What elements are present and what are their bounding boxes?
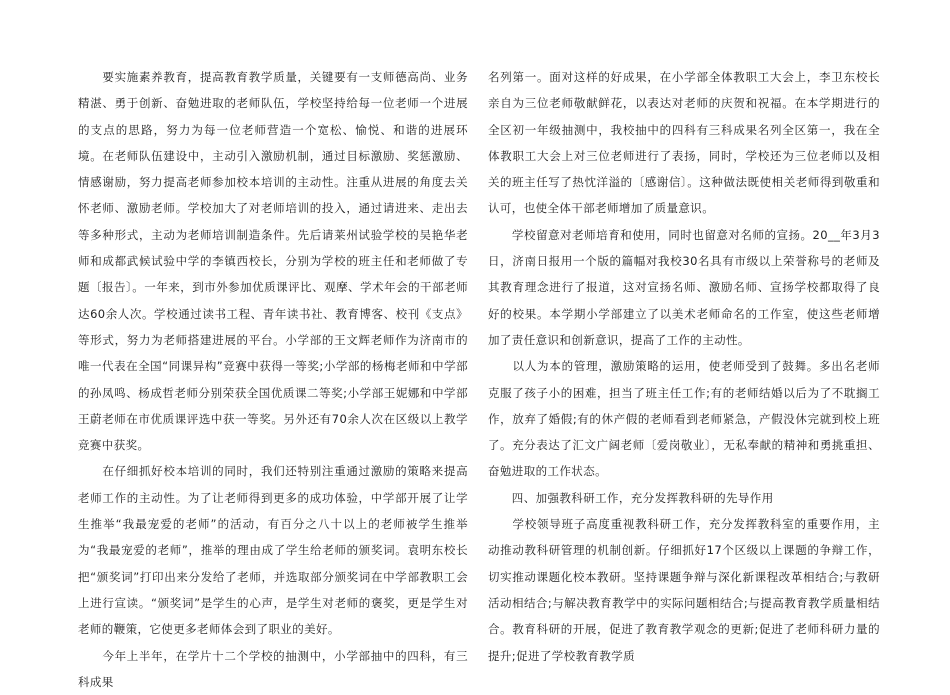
paragraph-people-oriented: 以人为本的管理，激励策略的运用，使老师受到了鼓舞。多出名老师克服了孩子小的困难，担当了班主任工作;有的老师结婚以后为了不耽搁工作，放弃了婚假;有的休产假的老师看到老师紧急，产假没休完就到校上班了。充分表达了汇文广阔老师〔爱岗敬业〕，无私奉献的精神和勇挑重担、奋勉进取的工作状态。 [488,359,880,479]
paragraph-test-results: 今年上半年，在学片十二个学校的抽测中，小学部抽中的四科，有三科成果 [78,648,468,689]
paragraph-famous-teachers: 学校留意对老师培育和使用，同时也留意对名师的宣扬。20__年3月3日，济南日报用一个版的篇幅对我校30名具有市级以上荣誉称号的老师及其教育理念进行了报道，这对宣扬名师、激励名师、宣扬学校都取得了良好的校果。本学期小学部建立了以美术老师命名的工作室，使这些老师增加了责任意识和创新意识，提高了工作的主动性。 [488,227,880,347]
right-column [488,64,880,669]
paragraph-incentive-strategy: 在仔细抓好校本培训的同时，我们还特别注重通过激励的策略来提高老师工作的主动性。为了让老师得到更多的成功体验，中学部开展了让学生推举“我最宠爱的老师”的活动，有百分之八十以上的老师被学生推举为“我最宠爱的老师”，推举的理由成了学生给老师的颁奖词。袁明东校长把“颁奖词”打印出来分发给了老师，并选取部分颁奖词在中学部教职工会上进行宣读。“颁奖词”是学生的心声，是学生对老师的褒奖，更是学生对老师的鞭策，它使更多老师体会到了职业的美好。 [78,464,468,637]
section-heading-research: 四、加强教科研工作，充分发挥教科研的先导作用 [488,490,774,505]
paragraph-teacher-team: 要实施素养教育，提高教育教学质量，关键要有一支师德高尚、业务精湛、勇于创新、奋勉进取的老师队伍，学校坚持给每一位老师一个进展的支点的思路，努力为每一位老师营造一个宽松、愉悦、和谐的进展环境。在老师队伍建设中，主动引入激励机制，通过目标激励、奖惩激励、情感谢励，努力提高老师参加校本培训的主动性。注重从进展的角度去关怀老师、激励老师。学校加大了对老师培训的投入，通过请进来、走出去等多种形式，主动为老师培训制造条件。先后请莱州试验学校的吴艳华老师和成都武候试验中学的李镇西校长，分别为学校的班主任和老师做了专题〔报告〕。一年来，到市外参加优质课评比、观摩、学术年会的干部老师达60余人次。学校通过读书工程、青年读书社、教育博客、校刊《支点》等形式，努力为老师搭建进展的平台。小学部的王文辉老师作为济南市的唯一代表在全国“同课异构”竞赛中获得一等奖;小学部的杨梅老师和中学部的孙凤鸣、杨成哲老师分别荣获全国优质课二等奖;小学部王妮娜和中学部王蔚老师在市优质课评选中获一等奖。另外还有70余人次在区级以上教学竞赛中获奖。 [78,70,468,453]
left-column [78,64,468,695]
paragraph-research-work: 学校领导班子高度重视教科研工作，充分发挥教科室的重要作用，主动推动教科研管理的机制创新。仔细抓好17个区级以上课题的争辩工作，切实推动课题化校本教研。坚持课题争辩与深化新课程改革相结合;与教研活动相结合;与解决教育教学中的实际问题相结合;与提高教育教学质量相结合。教育科研的开展，促进了教育教学观念的更新;促进了老师科研力量的提升;促进了学校教育教学质 [488,517,880,663]
paragraph-test-results-continued: 名列第一。面对这样的好成果，在小学部全体教职工大会上，李卫东校长亲自为三位老师敬献鲜花，以表达对老师的庆贺和祝福。在本学期进行的全区初一年级抽测中，我校抽中的四科有三科成果名列全区第一，我在全体教职工大会上对三位老师进行了表扬，同时，学校还为三位老师以及相关的班主任写了热忱洋溢的〔感谢信〕。这种做法既使相关老师得到敬重和认可，也使全体干部老师增加了质量意识。 [488,70,880,216]
